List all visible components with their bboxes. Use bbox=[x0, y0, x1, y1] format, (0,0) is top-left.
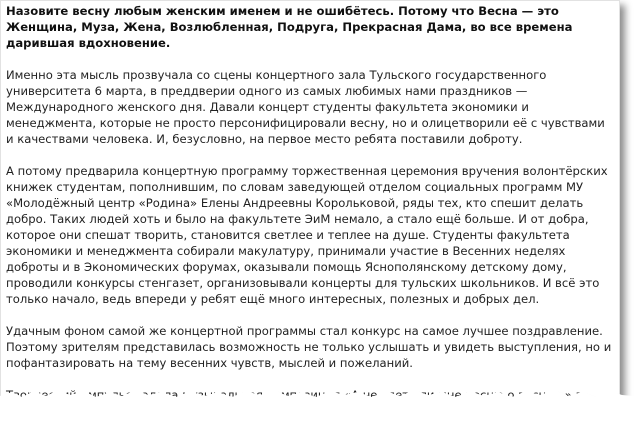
article-paragraph-1: Именно эта мысль прозвучала со сцены концертного зала Тульского государственного университета 6 марта, в преддверии одного из самых любимых нами праздников — Международного женского дня. Давали концерт студенты факультета экономики и менеджмента, которые не просто персонифицировали весну, но и олицетворили её с чувствами и качествами человека. И, безусловно, на первое место ребята поставили доброту. bbox=[6, 68, 605, 146]
article-body bbox=[6, 3, 614, 412]
article-paragraph-3: Удачным фоном самой же концертной программы стал конкурс на самое лучшее поздравление. Поэтому зрителям представилась возможность не только услышать и увидеть выступления, но и пофантазировать на тему весенних чувств, мыслей и пожеланий. bbox=[6, 324, 612, 370]
article-lead: Назовите весну любым женским именем и не ошибётесь. Потому что Весна — это Женщина, Муза, Жена, Возлюбленная, Подруга, Прекрасная Дама, во все времена дарившая вдохновение. bbox=[6, 4, 573, 50]
article-paragraph-2: А потому предварила концертную программу торжественная церемония вручения волонтёрских книжек студентам, пополнившим, по словам заведующей отделом социальных программ МУ «Молодёжный центр «Родина» Елены Андреевны Корольковой, ряды тех, кто спешит делать добро. Таких людей хоть и было на факультете ЭиМ немало, а стало ещё больше. И от добра, которое они спешат творить, становится светлее и теплее на душе. Студенты факультета экономики и менеджмента собирали макулатуру, принимали участие в Весенних неделях доброты и в Экономических форумах, оказывали помощь Яснополянскому детскому дому, проводили конкурсы стенгазет, организовывали концерты для тульских школьников. И всё это только начало, ведь впереди у ребят ещё много интересных, полезных и добрых дел. bbox=[6, 164, 608, 306]
torn-edge bbox=[0, 384, 634, 422]
